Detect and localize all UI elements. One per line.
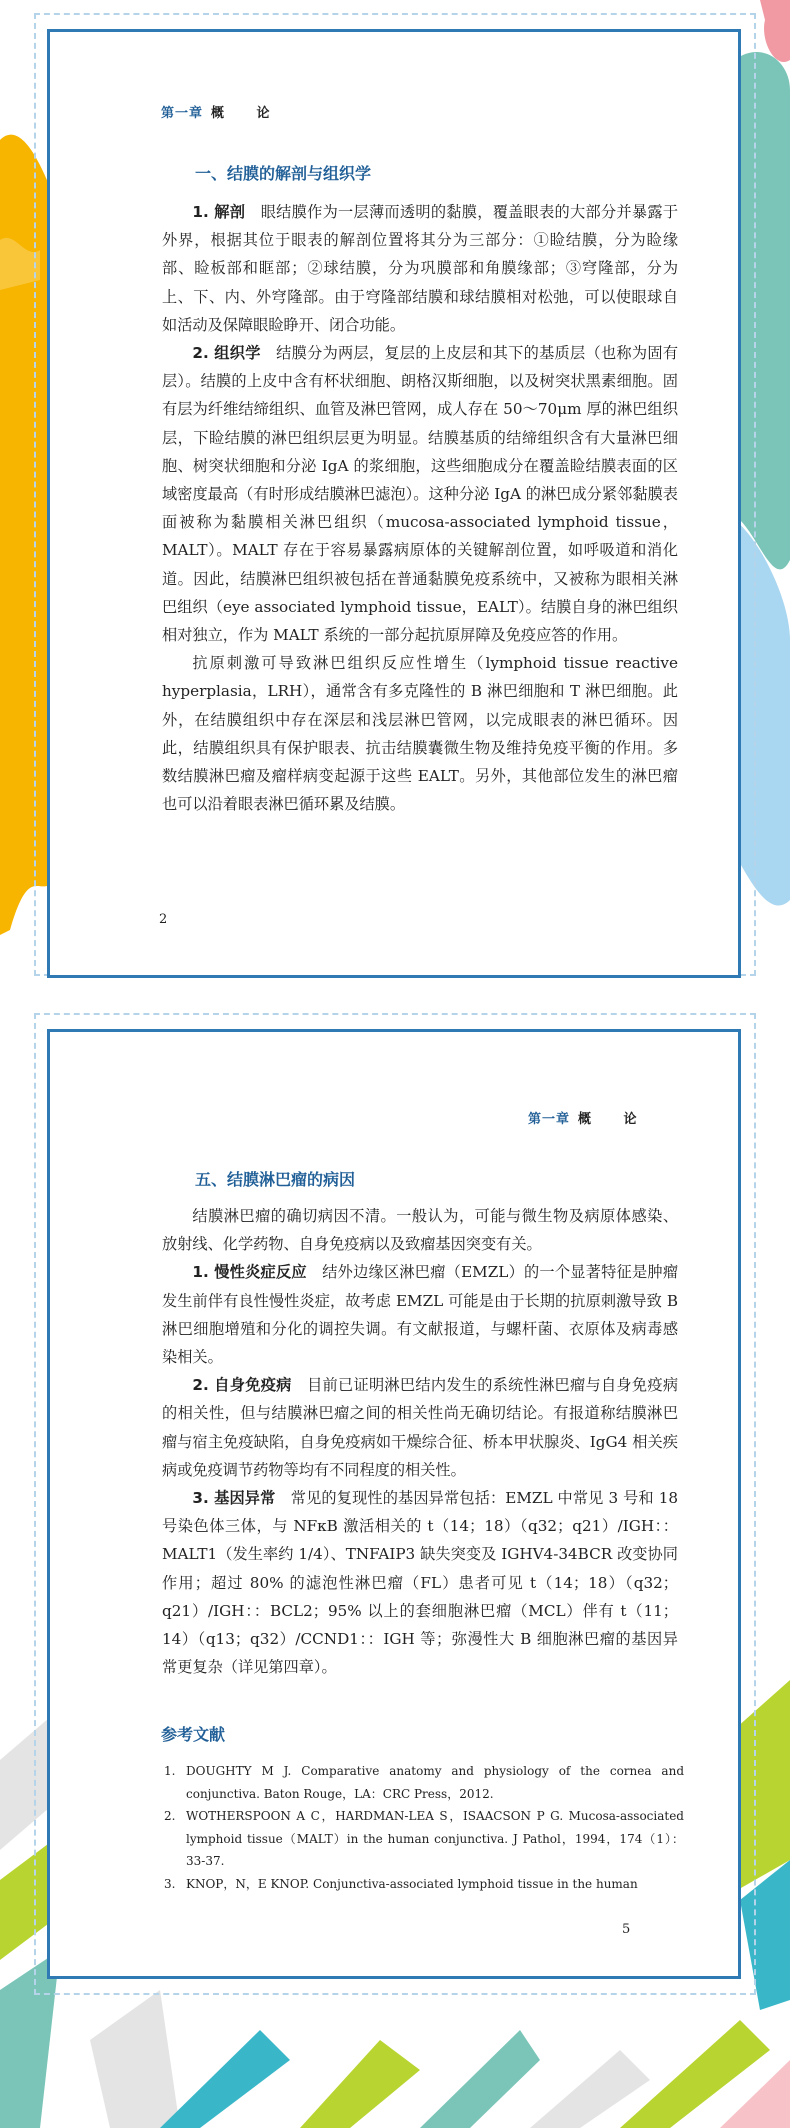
paragraph — [162, 649, 678, 818]
page-number: 2 — [159, 912, 168, 927]
section-body — [162, 198, 678, 818]
paragraph — [162, 198, 678, 339]
reference-number: 1. — [164, 1764, 176, 1778]
references-list — [162, 1760, 684, 1895]
paragraph-text: 抗原刺激可导致淋巴组织反应性增生（lymphoid tissue reactive hyperplasia，LRH），通常含有多克隆性的 B 淋巴细胞和 T 淋巴细胞。此外，在结膜组织中存在深层和浅层淋巴管网，以完成眼表的淋巴循环。因此，结膜组织具有保护眼表、抗击结膜囊微生物及维持免疫平衡的作用。多数结膜淋巴瘤及瘤样病变起源于这些 EALT。另外，其他部位发生的淋巴瘤也可以沿着眼表淋巴循环累及结膜。 — [162, 654, 678, 814]
reference-text: KNOP，N，E KNOP. Conjunctiva-associated lymphoid tissue in the human — [186, 1876, 638, 1891]
page-number: 5 — [622, 1922, 631, 1937]
paragraph-text: 常见的复现性的基因异常包括：EMZL 中常见 3 号和 18 号染色体三体，与 NFκB 激活相关的 t（14；18）（q32；q21）/IGH：：MALT1（发生率约 1/4）、TNFAIP3 缺失突变及 IGHV4-34BCR 改变协同作用；超过 80% 的滤泡性淋巴瘤（FL）患者可见 t（14；18）（q32；q21）/IGH：：BCL2；95% 以上的套细胞淋巴瘤（MCL）伴有 t（11；14）（q13；q32）/CCND1：：IGH 等；弥漫性大 B 细胞淋巴瘤的基因异常更复杂（详见第四章）。 — [162, 1489, 679, 1677]
paragraph-text: 结膜分为两层，复层的上皮层和其下的基质层（也称为固有层）。结膜的上皮中含有杯状细胞、朗格汉斯细胞，以及树突状黑素细胞。固有层为纤维结缔组织、血管及淋巴管网，成人存在 50～70μm 厚的淋巴组织层，下睑结膜的淋巴组织层更为明显。结膜基质的结缔组织含有大量淋巴细胞、树突状细胞和分泌 IgA 的浆细胞，这些细胞成分在覆盖睑结膜表面的区域密度最高（有时形成结膜淋巴滤泡）。这种分泌 IgA 的淋巴成分紧邻黏膜表面被称为黏膜相关淋巴组织（mucosa-associated lymphoid tissue，MALT）。MALT 存在于容易暴露病原体的关键解剖位置，如呼吸道和消化道。因此，结膜淋巴组织被包括在普通黏膜免疫系统中，又被称为眼相关淋巴组织（eye associated lymphoid tissue，EALT）。结膜自身的淋巴组织相对独立，作为 MALT 系统的一部分起抗原屏障及免疫应答的作用。 — [162, 344, 679, 645]
paragraph-text: 眼结膜作为一层薄而透明的黏膜，覆盖眼表的大部分并暴露于外界，根据其位于眼表的解剖位置将其分为三部分：①睑结膜，分为睑缘部、睑板部和眶部；②球结膜，分为巩膜部和角膜缘部；③穹隆部，分为上、下、内、外穹隆部。由于穹隆部结膜和球结膜相对松弛，可以使眼球自如活动及保障眼睑睁开、闭合功能。 — [162, 203, 679, 334]
paragraph-label: 2. 组织学 — [192, 344, 261, 363]
chapter-title: 概 论 — [211, 106, 284, 121]
chapter-title: 概 论 — [578, 1112, 651, 1127]
running-head — [161, 102, 284, 121]
section-body — [162, 1202, 678, 1681]
reference-item — [162, 1873, 684, 1896]
reference-number: 2. — [164, 1809, 176, 1823]
paragraph — [162, 1371, 678, 1484]
paragraph-label: 3. 基因异常 — [192, 1489, 276, 1508]
page-1 — [47, 29, 741, 978]
paragraph-label: 1. 慢性炎症反应 — [192, 1263, 307, 1282]
reference-number: 3. — [164, 1876, 176, 1891]
paragraph-label: 2. 自身免疫病 — [192, 1376, 292, 1395]
paragraph-text: 结膜淋巴瘤的确切病因不清。一般认为，可能与微生物及病原体感染、放射线、化学药物、自身免疫病以及致瘤基因突变有关。 — [162, 1207, 678, 1254]
references-title: 参考文献 — [161, 1725, 226, 1744]
paragraph — [162, 339, 678, 649]
paragraph — [162, 1202, 678, 1258]
chapter-number: 第一章 — [161, 106, 204, 121]
reference-item — [162, 1760, 684, 1805]
paragraph-label: 1. 解剖 — [192, 203, 246, 221]
paragraph-text: 结外边缘区淋巴瘤（EMZL）的一个显著特征是肿瘤发生前伴有良性慢性炎症，故考虑 EMZL 可能是由于长期的抗原刺激导致 B 淋巴细胞增殖和分化的调控失调。有文献报道，与螺杆菌、衣原体及病毒感染相关。 — [162, 1263, 679, 1367]
section-title: 一、结膜的解剖与组织学 — [195, 164, 372, 183]
paragraph — [162, 1258, 678, 1371]
section-title: 五、结膜淋巴瘤的病因 — [195, 1170, 356, 1189]
chapter-number: 第一章 — [528, 1112, 571, 1127]
reference-text: DOUGHTY M J. Comparative anatomy and physiology of the cornea and conjunctiva. Baton Rouge，LA：CRC Press，2012. — [186, 1764, 684, 1801]
reference-item — [162, 1805, 684, 1873]
paragraph-text: 目前已证明淋巴结内发生的系统性淋巴瘤与自身免疫病的相关性，但与结膜淋巴瘤之间的相关性尚无确切结论。有报道称结膜淋巴瘤与宿主免疫缺陷，自身免疫病如干燥综合征、桥本甲状腺炎、IgG4 相关疾病或免疫调节药物等均有不同程度的相关性。 — [162, 1376, 679, 1479]
reference-text: WOTHERSPOON A C，HARDMAN-LEA S，ISAACSON P G. Mucosa-associated lymphoid tissue（MALT）in the human conjunctiva. J Pathol，1994，174（1）：33-37. — [186, 1809, 684, 1868]
running-head — [528, 1108, 651, 1127]
paragraph — [162, 1484, 678, 1681]
page-2 — [47, 1029, 741, 1979]
